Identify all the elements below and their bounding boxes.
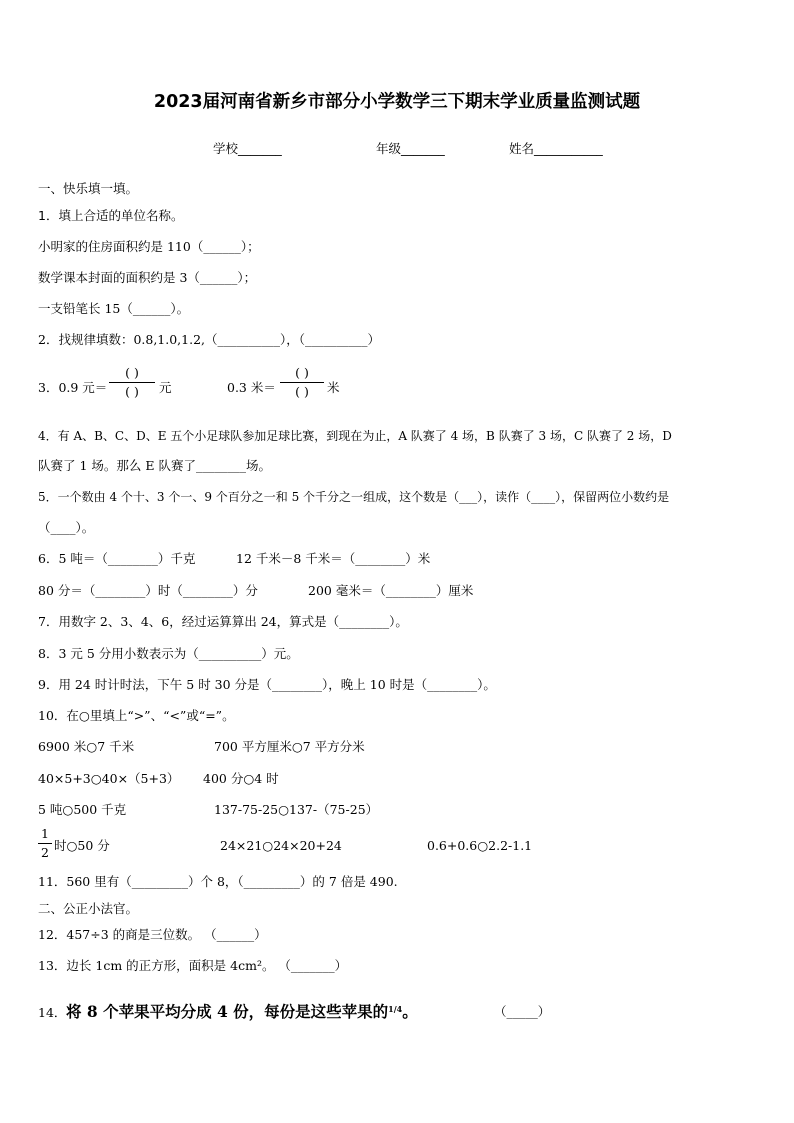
question-3-right-denominator: ( )	[295, 384, 309, 399]
question-3-right-numerator: ( )	[295, 365, 309, 380]
question-10-half-denominator: 2	[41, 845, 49, 860]
question-8: 8．3 元 5 分用小数表示为（__________）元。	[38, 646, 299, 661]
question-14-body: 将 8 个苹果平均分成 4 份，每份是这些苹果的	[66, 1002, 389, 1021]
question-14-end: 。	[402, 1002, 418, 1021]
question-4-line-1: 4．有 A、B、C、D、E 五个小足球队参加足球比赛，到现在为止，A 队赛了 4 场，B 队赛了 3 场，C 队赛了 2 场，D	[38, 429, 672, 443]
question-3-left-numerator: ( )	[125, 365, 139, 380]
question-10-r4a: 时○50 分	[54, 838, 110, 853]
question-10-r1b: 700 平方厘米○7 平方分米	[214, 739, 365, 754]
name-field: 姓名___________	[509, 141, 603, 156]
question-3-left-prefix: 3．0.9 元＝	[38, 380, 108, 395]
question-9: 9．用 24 时计时法，下午 5 时 30 分是（________），晚上 10 时是（________）。	[38, 677, 496, 692]
question-10-half-numerator: 1	[41, 826, 49, 841]
question-12: 12．457÷3 的商是三位数。 （______）	[38, 927, 267, 942]
section-heading-1: 一、快乐填一填。	[38, 181, 139, 196]
question-10-r4b: 24×21○24×20+24	[220, 838, 342, 853]
question-1-stem: 1．填上合适的单位名称。	[38, 208, 184, 223]
question-3-right-fraction	[280, 365, 324, 400]
question-10-r3a: 5 吨○500 千克	[38, 802, 127, 817]
question-10-r2a: 40×5+3○40×（5+3）	[38, 771, 180, 786]
question-11: 11．560 里有（_________）个 8，（_________）的 7 倍是 490.	[38, 874, 398, 889]
question-1-c: 一支铅笔长 15（______）。	[38, 301, 190, 316]
question-13: 13．边长 1cm 的正方形，面积是 4cm²。 （_______）	[38, 958, 348, 973]
question-6-c: 80 分＝（________）时（________）分	[38, 583, 258, 598]
question-10-stem: 10．在○里填上“>”、“<”或“=”。	[38, 708, 235, 723]
question-6-a: 6．5 吨＝（________）千克	[38, 551, 196, 566]
grade-field: 年级_______	[376, 141, 445, 156]
question-1-a: 小明家的住房面积约是 110（______）；	[38, 239, 260, 254]
question-5-line-2: （____）。	[38, 520, 95, 535]
question-10-r4c: 0.6+0.6○2.2-1.1	[427, 838, 533, 853]
page-title: 2023届河南省新乡市部分小学数学三下期末学业质量监测试题	[153, 92, 641, 112]
question-10-r1a: 6900 米○7 千米	[38, 739, 135, 754]
question-6-b: 12 千米－8 千米＝（________）米	[236, 551, 431, 566]
question-10-half-fraction	[38, 826, 52, 861]
question-3-left-denominator: ( )	[125, 384, 139, 399]
question-3-right-prefix: 0.3 米＝	[227, 380, 276, 395]
question-3-left-suffix: 元	[159, 380, 172, 395]
question-5-line-1: 5．一个数由 4 个十、3 个一、9 个百分之一和 5 个千分之一组成，这个数是（___），读作（____），保留两位小数约是	[38, 490, 670, 504]
question-14-fraction: 1/4	[388, 1004, 403, 1014]
question-1-b: 数学课本封面的面积约是 3（______）；	[38, 270, 257, 285]
question-3-left-fraction	[109, 365, 155, 400]
question-6-d: 200 毫米＝（________）厘米	[308, 583, 474, 598]
question-7: 7．用数字 2、3、4、6，经过运算算出 24，算式是（________）。	[38, 614, 408, 629]
question-14-blank: （_____）	[494, 1004, 551, 1019]
section-heading-2: 二、公正小法官。	[38, 901, 139, 916]
question-2: 2．找规律填数：0.8,1.0,1.2,（__________），（__________）	[38, 332, 381, 347]
question-10-r2b: 400 分○4 时	[203, 771, 279, 786]
question-3-right-suffix: 米	[327, 380, 340, 395]
question-4-line-2: 队赛了 1 场。那么 E 队赛了________场。	[38, 458, 271, 473]
question-14-prefix: 14．	[38, 1005, 67, 1020]
question-10-r3b: 137-75-25○137-（75-25）	[214, 802, 379, 817]
question-14-text	[66, 1000, 418, 1022]
school-field: 学校_______	[213, 141, 282, 156]
